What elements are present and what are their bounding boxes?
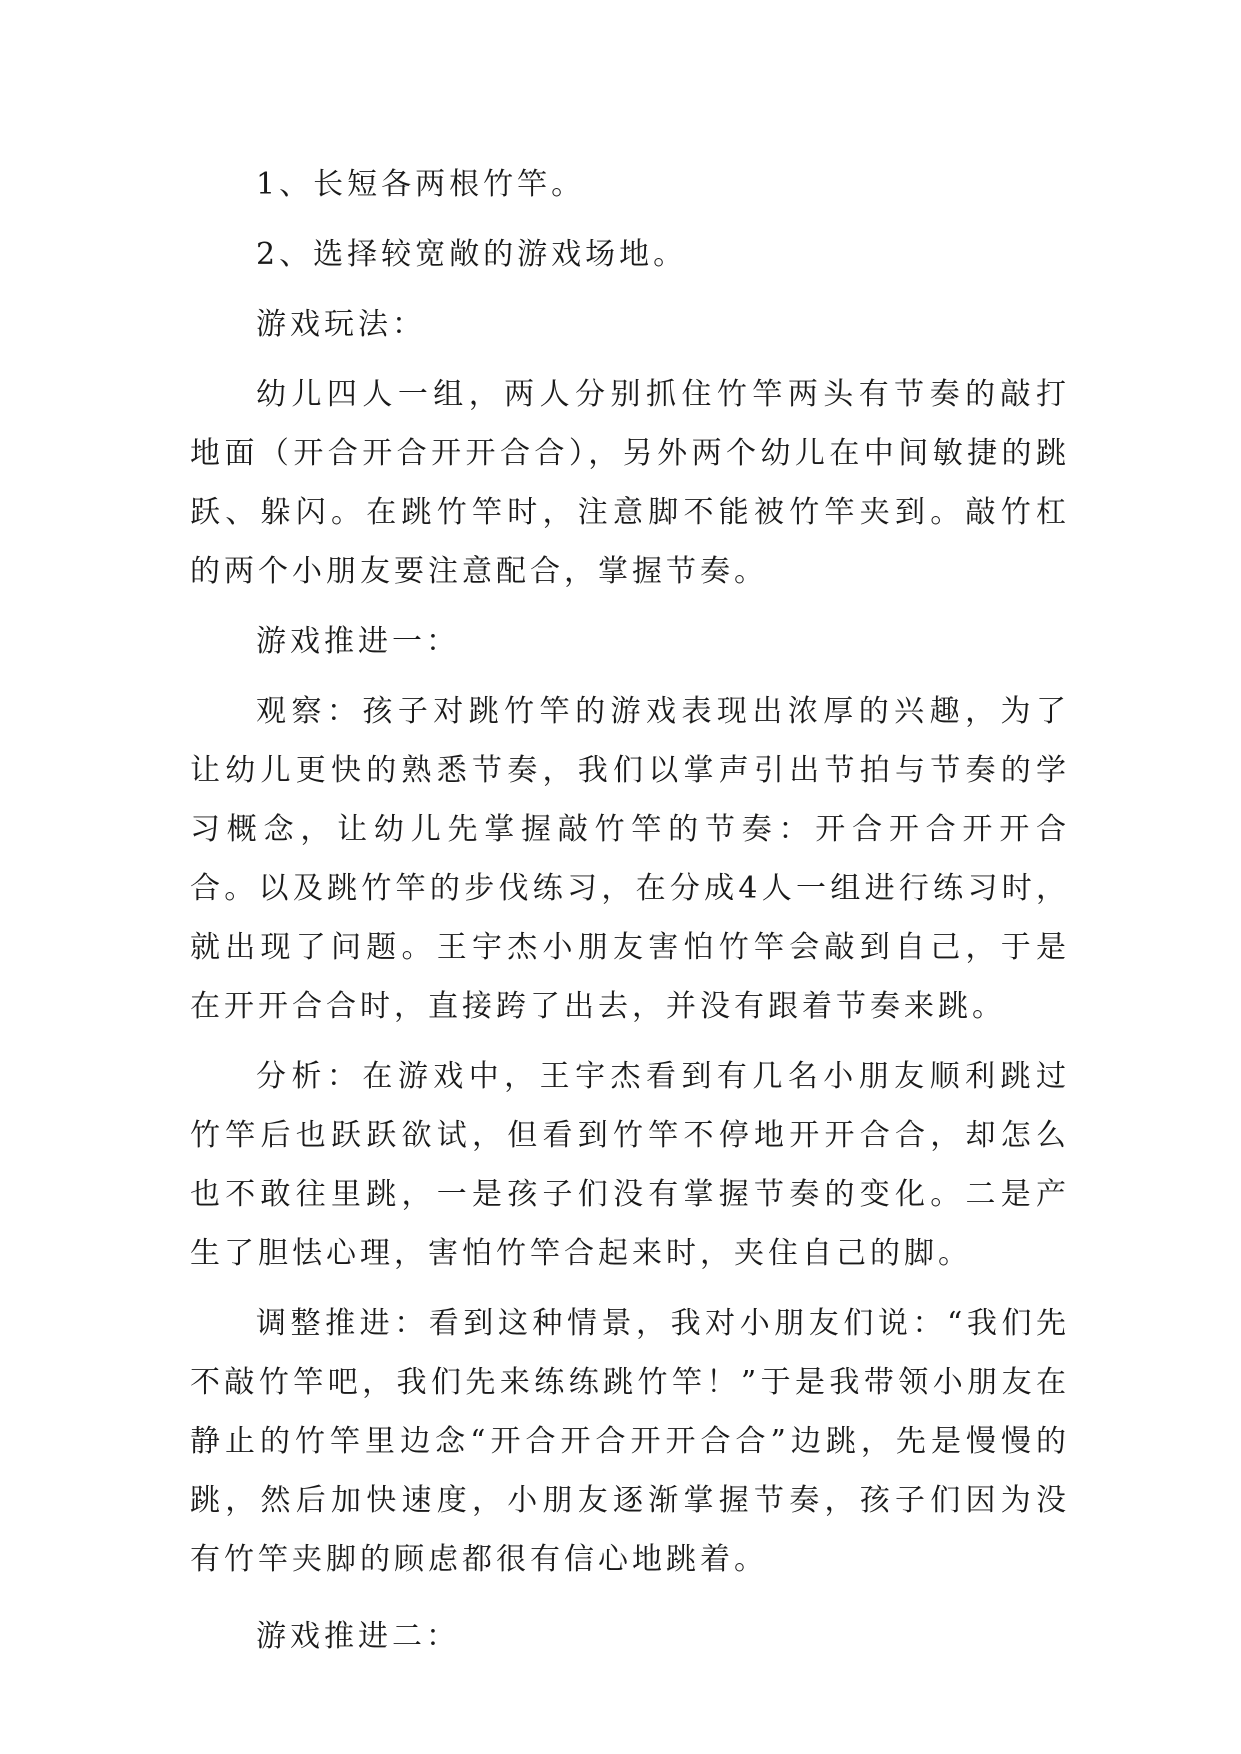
- document-body: [190, 155, 1070, 1677]
- paragraph-observation: 观察：孩子对跳竹竿的游戏表现出浓厚的兴趣，为了让幼儿更快的熟悉节奏，我们以掌声引出节拍与节奏的学习概念，让幼儿先掌握敲竹竿的节奏：开合开合开开合合。以及跳竹竿的步伐练习，在分成4人一组进行练习时，就出现了问题。王宇杰小朋友害怕竹竿会敲到自己，于是在开开合合时，直接跨了出去，并没有跟着节奏来跳。: [190, 694, 1070, 1024]
- heading-game-rules: 游戏玩法：: [256, 307, 426, 342]
- paragraph-materials-2: 2、选择较宽敞的游戏场地。: [256, 237, 688, 272]
- heading-progress-two: 游戏推进二：: [256, 1619, 460, 1654]
- heading-progress-one: 游戏推进一：: [256, 624, 460, 659]
- paragraph-analysis: 分析：在游戏中，王宇杰看到有几名小朋友顺利跳过竹竿后也跃跃欲试，但看到竹竿不停地开开合合，却怎么也不敢往里跳，一是孩子们没有掌握节奏的变化。二是产生了胆怯心理，害怕竹竿合起来时，夹住自己的脚。: [190, 1059, 1070, 1271]
- paragraph-materials-1: 1、长短各两根竹竿。: [256, 167, 586, 202]
- paragraph-adjustment: 调整推进：看到这种情景，我对小朋友们说：“我们先不敲竹竿吧，我们先来练练跳竹竿！”于是我带领小朋友在静止的竹竿里边念“开合开合开开合合”边跳，先是慢慢的跳，然后加快速度，小朋友逐渐掌握节奏，孩子们因为没有竹竿夹脚的顾虑都很有信心地跳着。: [190, 1306, 1070, 1577]
- paragraph-game-rules: 幼儿四人一组，两人分别抓住竹竿两头有节奏的敲打地面（开合开合开开合合），另外两个幼儿在中间敏捷的跳跃、躲闪。在跳竹竿时，注意脚不能被竹竿夹到。敲竹杠的两个小朋友要注意配合，掌握节奏。: [190, 377, 1070, 589]
